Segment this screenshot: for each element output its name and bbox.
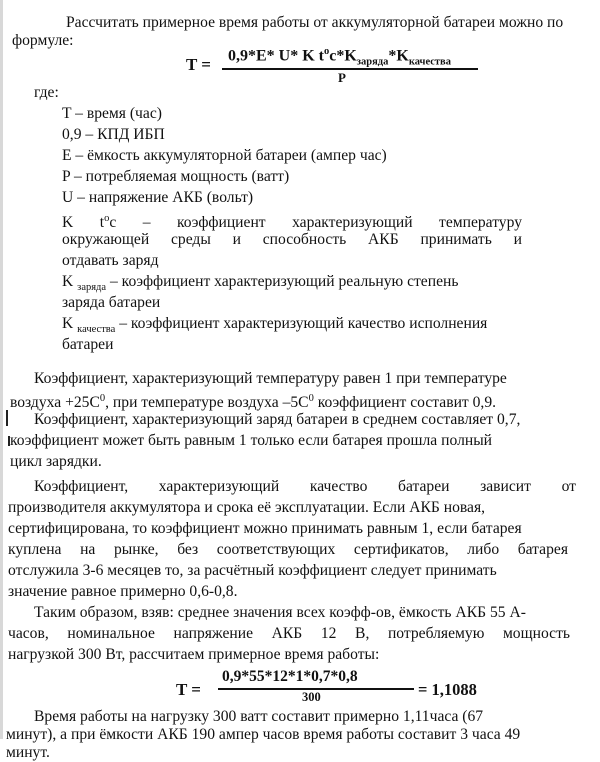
paragraph-1-line-2: воздуха $+25C^0$, при температуре воздуха $-5C^0$ коэффициент составит 0,9.: [10, 393, 497, 412]
formula-1-lhs: T =: [186, 55, 211, 74]
intro-line-1: Рассчитать примерное время работы от аккумуляторной батареи можно по: [66, 14, 564, 31]
definition-quality-line-2: батареи: [62, 336, 114, 353]
paragraph-4-line-3: нагрузкой 300 Вт, рассчитаем примерное время работы:: [8, 646, 380, 663]
intro-line-2: формуле:: [12, 32, 74, 49]
paragraph-2-line-3: цикл зарядки.: [10, 453, 102, 470]
definition-time: T – время (час): [62, 105, 162, 122]
definition-temp-line-1: K $t^oc$ – коэффициент характеризующий температуру: [62, 213, 522, 232]
paragraph-2-line-1: Коэффициент, характеризующий заряд батареи в среднем составляет 0,7,: [34, 411, 521, 428]
formula-2-lhs: T =: [176, 680, 201, 699]
paragraph-2-line-2: коэффициент может быть равным 1 только если батарея прошла полный: [10, 432, 493, 449]
paragraph-3-line-3: сертифицирована, то коэффициент можно принимать равным 1, если батарея: [8, 520, 522, 537]
where-label: где:: [34, 84, 59, 101]
formula-2-numerator: 0,9*55*12*1*0,7*0,8: [222, 668, 358, 685]
definition-temp-line-2: окружающей среды и способность АКБ принимать и: [62, 231, 522, 248]
paragraph-3-line-5: отслужила 3-6 месяцев то, за расчётный коэффициент следует принимать: [8, 562, 497, 579]
scan-speck: [6, 410, 8, 426]
formula-1-denominator: P: [338, 70, 346, 85]
paragraph-3-line-4: куплена на рынке, без соответствующих сертификатов, либо батарея: [8, 541, 568, 558]
paragraph-3-line-2: производителя аккумулятора и срока её эксплуатации. Если АКБ новая,: [8, 499, 486, 516]
definition-charge-line-1: K $_{заряда}$ – коэффициент характеризующий реальную степень: [62, 273, 459, 294]
definition-voltage: U – напряжение АКБ (вольт): [62, 189, 254, 206]
paragraph-5-line-1: Время работы на нагрузку 300 ватт составит примерно 1,11часа (67: [34, 708, 484, 725]
definition-charge-line-2: заряда батареи: [62, 294, 161, 311]
paragraph-4-line-2: часов, номинальное напряжение АКБ 12 В, потребляемую мощность: [8, 625, 570, 642]
definition-power: P – потребляемая мощность (ватт): [62, 168, 290, 185]
paragraph-3-line-6: значение равное примерно 0,6-0,8.: [8, 583, 238, 600]
formula-2-denominator: 300: [302, 690, 321, 704]
paragraph-4-line-1: Таким образом, взяв: среднее значения всех коэфф-ов, ёмкость АКБ 55 А-: [34, 604, 526, 621]
formula-1-numerator: 0,9*E* U* K $t^oc*K_{заряда}*K_{качества}$: [228, 46, 451, 68]
paragraph-3-line-1: Коэффициент, характеризующий качество батареи зависит от: [34, 478, 576, 495]
definition-capacity: E – ёмкость аккумуляторной батареи (ампер час): [62, 147, 387, 164]
paragraph-1-line-1: Коэффициент, характеризующий температуру равен 1 при температуре: [34, 370, 507, 387]
scan-edge: [0, 0, 3, 739]
formula-1-fraction-bar: [222, 68, 478, 70]
definition-efficiency: 0,9 – КПД ИБП: [62, 126, 165, 143]
definition-quality-line-1: K $_{качества}$ – коэффициент характеризующий качество исполнения: [62, 315, 488, 336]
formula-2-result: = 1,1088: [418, 680, 477, 699]
paragraph-5-line-2: минут), а при ёмкости АКБ 190 ампер часов время работы составит 3 часа 49: [6, 726, 521, 743]
definition-temp-line-3: отдавать заряд: [62, 252, 159, 269]
paragraph-5-line-3: минут.: [6, 744, 50, 761]
